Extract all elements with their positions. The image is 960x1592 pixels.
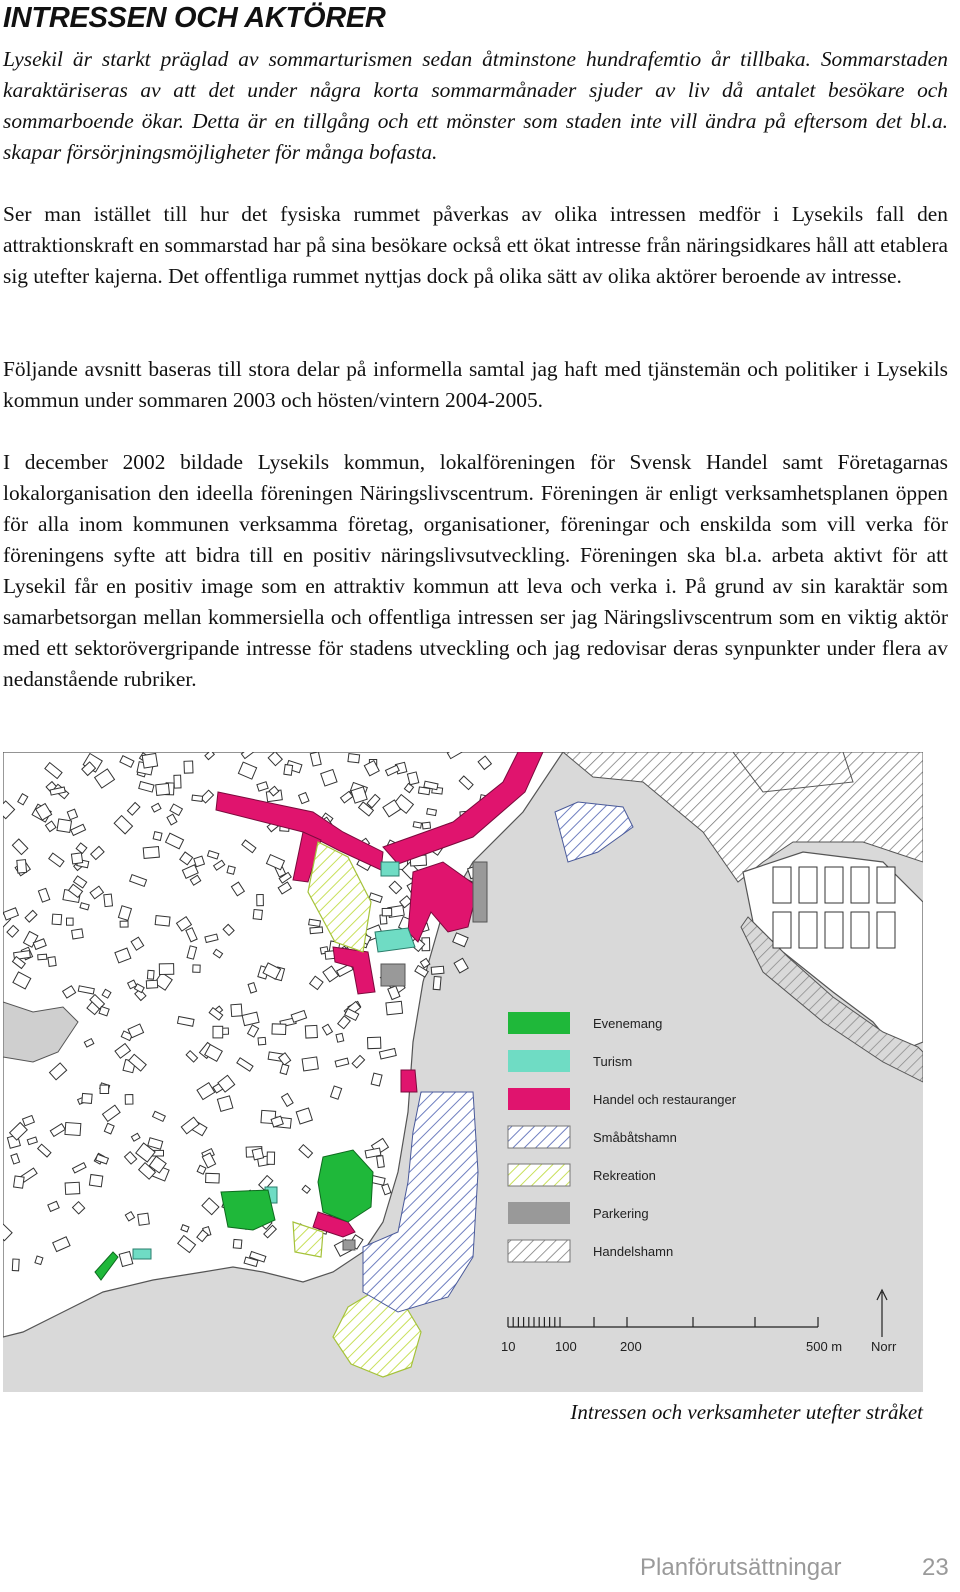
map-building: [336, 1033, 344, 1042]
map-building: [48, 957, 56, 967]
page-heading: INTRESSEN OCH AKTÖRER: [3, 2, 386, 34]
map-building: [382, 908, 392, 916]
map-building: [310, 927, 323, 934]
legend-label: Handelshamn: [593, 1244, 674, 1259]
map-building: [89, 1175, 102, 1187]
map-building: [71, 853, 82, 864]
map-building: [825, 867, 843, 903]
scale-label: 10: [501, 1339, 516, 1354]
north-label: Norr: [871, 1339, 897, 1354]
legend-swatch: [508, 1088, 570, 1110]
map-building: [348, 754, 360, 763]
map-building: [431, 966, 444, 974]
map-building: [799, 867, 817, 903]
map-building: [302, 1057, 318, 1071]
interest-map: [3, 752, 923, 1392]
page-number: 23: [922, 1554, 949, 1581]
map-building: [877, 912, 895, 948]
map-building: [153, 832, 162, 841]
map-building: [267, 1152, 275, 1164]
map-building: [851, 867, 869, 903]
map-building: [12, 1259, 19, 1271]
body-paragraph-2: Följande avsnitt baseras till stora delar på informella samtal jag haft med tjänstemän och politiker i Lysekils kommun under sommaren 2003 och hösten/vintern 2004-2005.: [3, 357, 948, 412]
body-paragraph-1: Ser man istället till hur det fysiska rummet påverkas av olika intressen medför i Lysekils fall den attraktionskraft en sommarstad har på sina besökare också ett ökat intresse från näringsidkares håll att etablera sig utefter kajerna. Det offentliga rummet nyttjas dock på olika sätt av olika aktörer beroende av intresse.: [3, 202, 948, 288]
map-building: [104, 894, 113, 907]
map-building: [213, 1026, 223, 1038]
footer-section-label: Planförutsättningar: [640, 1554, 842, 1581]
legend-label: Rekreation: [593, 1168, 656, 1183]
legend-swatch: [508, 1164, 570, 1186]
map-building: [257, 894, 264, 905]
scale-label: 100: [555, 1339, 577, 1354]
map-building: [252, 1148, 263, 1160]
map-building: [52, 914, 62, 925]
map-building: [227, 866, 235, 874]
map-building: [206, 1173, 220, 1183]
intro-paragraph: Lysekil är starkt präglad av sommarturismen sedan åtminstone hundrafemtio år tillbaka. Sommarstaden karaktäriseras av att det under några korta sommarmånader sjuder av liv då antalet besökare och sommarboende ökar. Detta är en tillgång och ett mönster som staden inte vill ändra på eftersom det bl.a. skapar försörjningsmöjligheter för många bofasta.: [3, 47, 948, 164]
scale-label: 200: [620, 1339, 642, 1354]
map-building: [386, 1001, 403, 1015]
map-building: [156, 783, 170, 795]
map-building: [305, 1025, 317, 1038]
map-building: [231, 1004, 242, 1016]
map-building: [413, 822, 421, 828]
map-building: [65, 1123, 81, 1136]
legend-label: Evenemang: [593, 1016, 663, 1031]
map-building: [427, 809, 437, 816]
legend-label: Turism: [593, 1054, 633, 1069]
map-building: [142, 753, 157, 768]
map-building: [309, 919, 321, 926]
legend-swatch: [508, 1240, 570, 1262]
map-building: [192, 795, 203, 801]
map-building: [38, 954, 47, 960]
map-building: [272, 1024, 286, 1035]
map-building: [368, 1037, 381, 1049]
map-building: [67, 918, 74, 925]
map-building: [57, 819, 72, 833]
map-building: [193, 965, 200, 972]
map-building: [120, 921, 128, 927]
map-building: [184, 761, 193, 773]
legend-swatch: [508, 1202, 570, 1224]
map-building: [258, 1037, 266, 1045]
body-paragraph-3: I december 2002 bildade Lysekils kommun, lokalföreningen för Svensk Handel samt Företagarnas lokalorganisation den ideella föreningen Näringslivscentrum. Föreningen är enligt verksamhetsplanen öppen för alla inom kommunen verksamma företag, organisationer, föreningar och enskilda som vill verka för föreningens syfte att bidra till en positiv näringslivsutveckling. Föreningen ska bl.a. arbeta aktivt för att Lysekil får en positiv image som en attraktiv kommun att leva och verka i. På grund av sin karaktär som samarbetsorgan mellan kommersiella och offentliga intressen ser jag Näringslivscentrum som en viktig aktör med ett sektorövergripande intresse för stadens utveckling och jag redovisar deras synpunkter under flera av nedanstående rubriker.: [3, 450, 948, 691]
legend-swatch: [508, 1012, 570, 1034]
map-building: [143, 847, 159, 859]
map-building: [217, 1096, 232, 1112]
legend-label: Handel och restauranger: [593, 1092, 737, 1107]
legend-label: Småbåtshamn: [593, 1130, 677, 1145]
map-caption: Intressen och verksamheter utefter stråket: [570, 1400, 923, 1424]
map-building: [146, 980, 157, 988]
map-building: [773, 912, 791, 948]
map-building: [100, 1085, 109, 1093]
map-building: [155, 916, 170, 926]
map-building: [407, 772, 418, 785]
legend-swatch: [508, 1050, 570, 1072]
map-building: [72, 929, 84, 939]
legend-label: Parkering: [593, 1206, 649, 1221]
map-building: [233, 1239, 242, 1248]
map-building: [65, 1182, 80, 1194]
map-building: [825, 912, 843, 948]
map-building: [147, 970, 154, 979]
map-building: [433, 977, 441, 990]
map-building: [284, 765, 293, 776]
map-building: [799, 912, 817, 948]
map-building: [125, 1095, 133, 1105]
map-building: [377, 1156, 385, 1168]
map-building: [159, 964, 173, 975]
map-building: [17, 860, 27, 873]
map-building: [14, 1176, 25, 1188]
map-building: [253, 910, 262, 920]
map-building: [773, 867, 791, 903]
map-building: [851, 912, 869, 948]
legend-swatch: [508, 1126, 570, 1148]
map-building: [877, 867, 895, 903]
map-building: [138, 1213, 150, 1225]
scale-label: 500 m: [806, 1339, 843, 1354]
map-building: [82, 1093, 92, 1103]
map-building: [174, 775, 181, 788]
map-building: [422, 822, 430, 829]
